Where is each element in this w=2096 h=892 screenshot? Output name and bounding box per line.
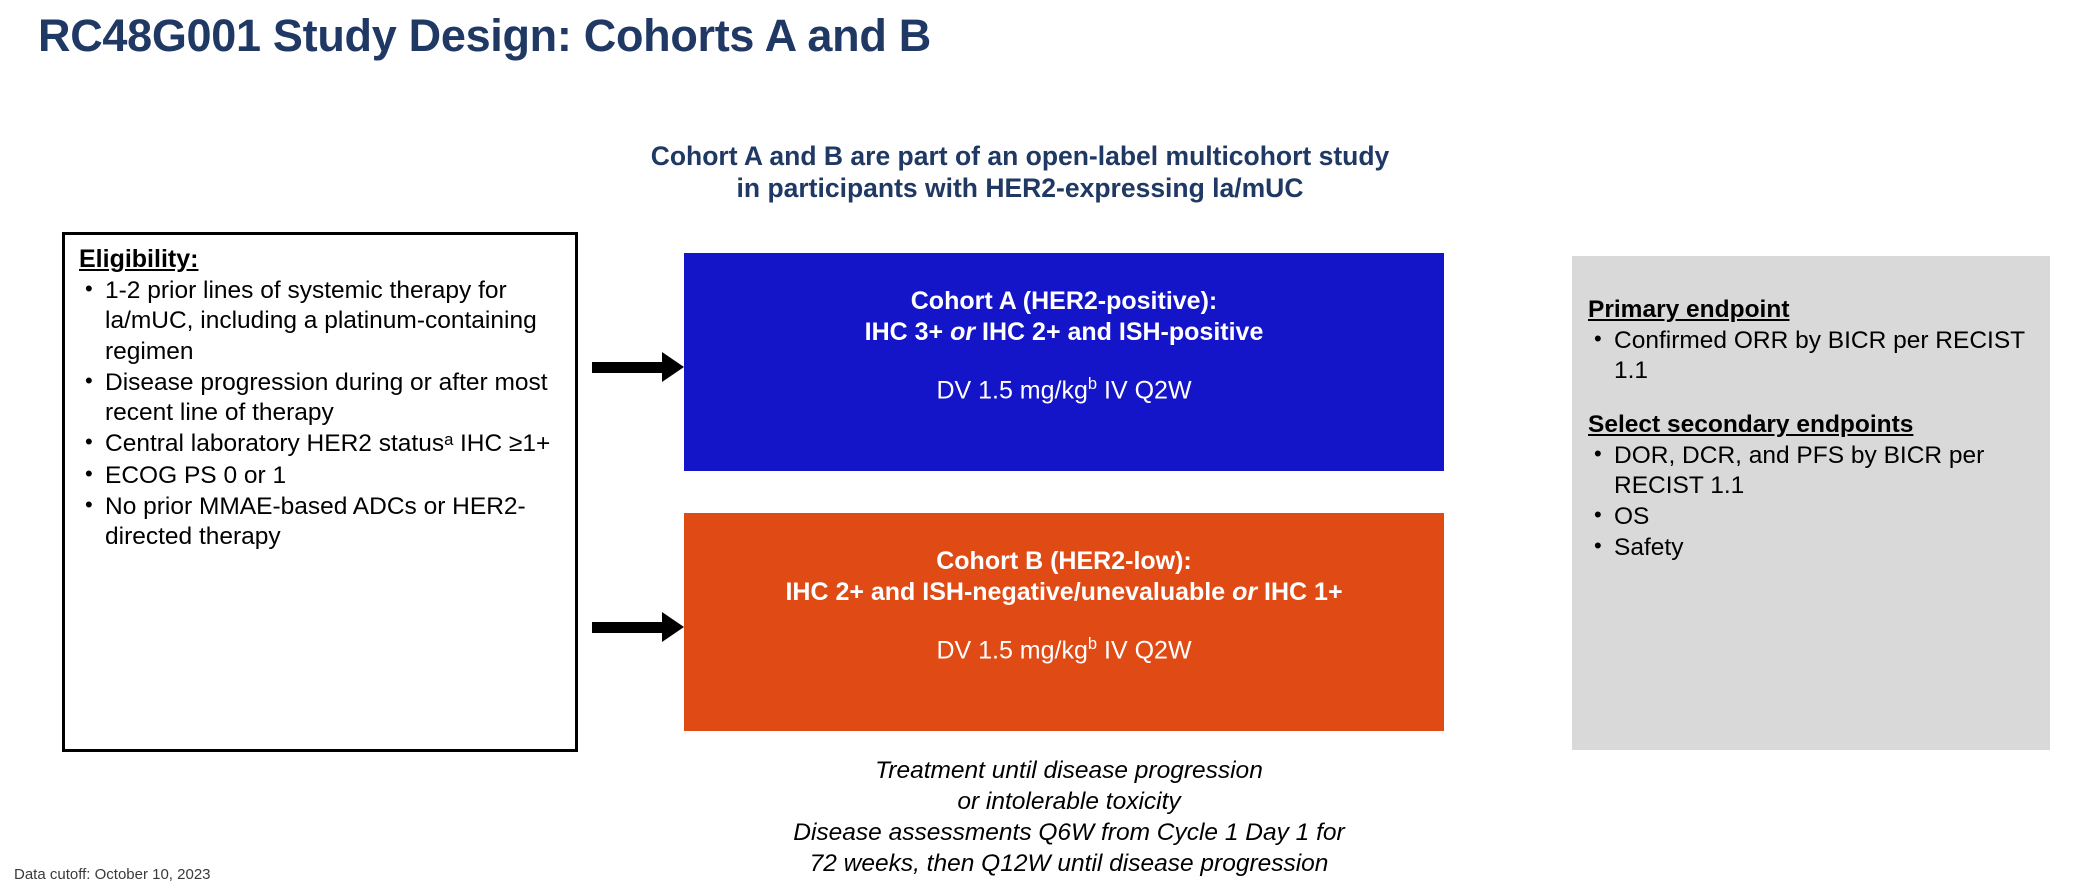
list-item: • No prior MMAE-based ADCs or HER2-directed therapy [79,492,563,553]
primary-endpoint-heading: Primary endpoint [1588,296,1790,323]
list-item: • Confirmed ORR by BICR per RECIST 1.1 [1588,326,2038,387]
subtitle-line-2: in participants with HER2-expressing la/mUC [736,173,1304,204]
endpoints-box [1572,256,2050,750]
primary-endpoint-list [1588,326,2038,387]
secondary-endpoints-heading: Select secondary endpoints [1588,410,1914,438]
eligibility-list [79,276,563,552]
cohort-a-title-line-1: Cohort A (HER2-positive): [910,287,1218,315]
treatment-note-line-4: 72 weeks, then Q12W until disease progression [809,849,1329,877]
list-item: • Disease progression during or after most recent line of therapy [79,368,563,429]
list-item: • OS [1588,502,2038,532]
footer-note: Data cutoff: October 10, 2023 [14,866,211,883]
cohort-b-title [684,546,1444,609]
treatment-note-line-2: or intolerable toxicity [957,787,1181,815]
treatment-note-line-1: Treatment until disease progression [875,757,1263,784]
cohort-a-box [684,253,1444,471]
cohort-a-title [684,286,1444,349]
eligibility-heading: Eligibility: [79,245,199,273]
page-title: RC48G001 Study Design: Cohorts A and B [38,10,931,61]
list-item: • ECOG PS 0 or 1 [79,461,563,491]
secondary-endpoint-list [1588,441,2038,564]
list-item: • DOR, DCR, and PFS by BICR per RECIST 1.1 [1588,441,2038,502]
eligibility-box [62,232,578,752]
subtitle [420,140,1620,205]
list-item: • Safety [1588,533,2038,563]
treatment-note [604,756,1534,879]
cohort-b-title-line-2: IHC 2+ and ISH-negative/unevaluable or IHC 1+ [785,578,1343,607]
cohort-b-dose: DV 1.5 mg/kg$^b$ IV Q2W [936,634,1192,664]
subtitle-line-1: Cohort A and B are part of an open-label multicohort study [650,141,1390,171]
treatment-note-line-3: Disease assessments Q6W from Cycle 1 Day 1 for [793,818,1345,846]
cohort-b-title-line-1: Cohort B (HER2-low): [936,547,1192,575]
list-item: • Central laboratory HER2 statusᵃ IHC ≥1+ [79,429,563,459]
list-item: • 1-2 prior lines of systemic therapy for la/mUC, including a platinum-containing regimen [79,276,563,367]
cohort-a-dose: DV 1.5 mg/kg$^b$ IV Q2W [936,374,1192,404]
cohort-a-title-line-2: IHC 3+ or IHC 2+ and ISH-positive [864,318,1264,347]
cohort-b-box [684,513,1444,731]
